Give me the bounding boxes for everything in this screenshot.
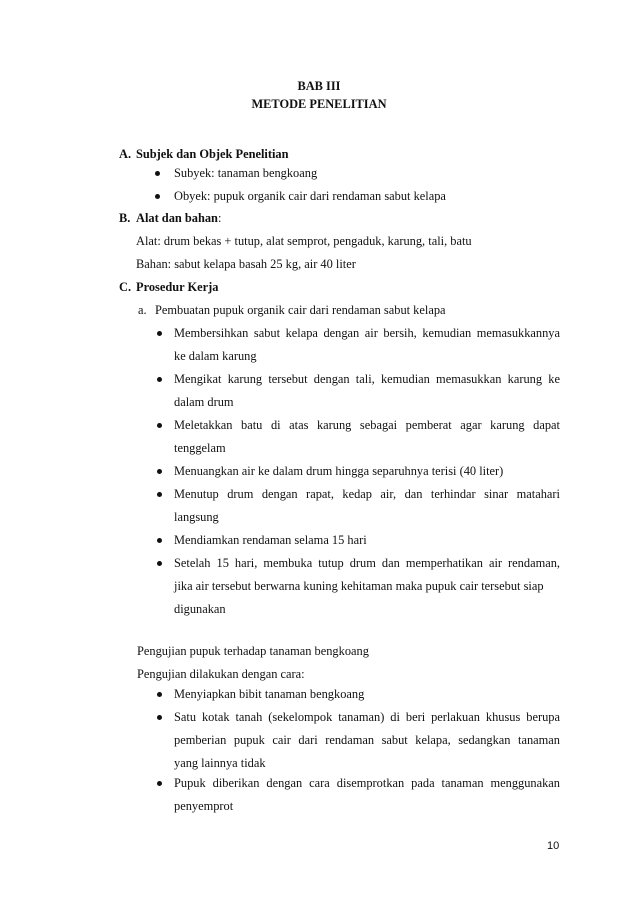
testing-line: Pupuk diberikan dengan cara disemprotkan pada tanaman menggunakan <box>174 776 560 790</box>
section-b-alat: Alat: drum bekas + tutup, alat semprot, pengaduk, karung, tali, batu <box>136 234 472 248</box>
bullet-icon <box>157 781 162 786</box>
step-line: tenggelam <box>174 441 226 455</box>
section-b-title: Alat dan bahan <box>136 211 218 225</box>
bullet-icon <box>157 331 162 336</box>
chapter-number: BAB III <box>297 79 341 93</box>
bullet-icon <box>157 492 162 497</box>
testing-line: pemberian pupuk cair dari rendaman sabut kelapa, sedangkan tanaman <box>174 733 560 747</box>
section-b-heading <box>136 210 221 226</box>
section-a-item: Obyek: pupuk organik cair dari rendaman sabut kelapa <box>174 189 446 203</box>
step-line: langsung <box>174 510 219 524</box>
bullet-icon <box>157 561 162 566</box>
testing-line: Menyiapkan bibit tanaman bengkoang <box>174 687 365 701</box>
section-b-bahan: Bahan: sabut kelapa basah 25 kg, air 40 liter <box>136 257 356 271</box>
section-a-title: Subjek dan Objek Penelitian <box>136 147 289 161</box>
step-line: Setelah 15 hari, membuka tutup drum dan memperhatikan air rendaman, <box>174 556 560 570</box>
step-line: Menuangkan air ke dalam drum hingga separuhnya terisi (40 liter) <box>174 464 504 478</box>
section-a-item: Subyek: tanaman bengkoang <box>174 166 318 180</box>
step-line: Mengikat karung tersebut dengan tali, kemudian memasukkan karung ke <box>174 372 560 386</box>
section-c-title: Prosedur Kerja <box>136 280 219 294</box>
step-line: Membersihkan sabut kelapa dengan air bersih, kemudian memasukkannya <box>174 326 560 340</box>
chapter-title: METODE PENELITIAN <box>251 97 387 111</box>
step-line: ke dalam karung <box>174 349 257 363</box>
subsection-a-label: a. <box>138 303 147 317</box>
step-line: digunakan <box>174 602 226 616</box>
bullet-icon <box>157 538 162 543</box>
step-line: Mendiamkan rendaman selama 15 hari <box>174 533 367 547</box>
subsection-a-title: Pembuatan pupuk organik cair dari rendaman sabut kelapa <box>155 303 446 317</box>
section-b-colon: : <box>217 211 222 225</box>
section-c-label: C. <box>119 280 132 294</box>
step-line: dalam drum <box>174 395 234 409</box>
testing-line: penyemprot <box>174 799 234 813</box>
bullet-icon <box>157 715 162 720</box>
page-number: 10 <box>547 840 560 852</box>
testing-line: Satu kotak tanah (sekelompok tanaman) di beri perlakuan khusus berupa <box>174 710 560 724</box>
testing-line: yang lainnya tidak <box>174 756 266 770</box>
bullet-icon <box>157 377 162 382</box>
bullet-icon <box>157 692 162 697</box>
section-b-label: B. <box>119 211 131 225</box>
bullet-icon <box>157 469 162 474</box>
testing-heading: Pengujian pupuk terhadap tanaman bengkoang <box>137 644 369 658</box>
step-line: jika air tersebut berwarna kuning kehitaman maka pupuk cair tersebut siap <box>174 579 544 593</box>
testing-intro: Pengujian dilakukan dengan cara: <box>137 667 305 681</box>
bullet-icon <box>155 194 160 199</box>
step-line: Menutup drum dengan rapat, kedap air, dan terhindar sinar matahari <box>174 487 560 501</box>
bullet-icon <box>157 423 162 428</box>
bullet-icon <box>155 171 160 176</box>
step-line: Meletakkan batu di atas karung sebagai pemberat agar karung dapat <box>174 418 560 432</box>
section-a-label: A. <box>119 147 132 161</box>
